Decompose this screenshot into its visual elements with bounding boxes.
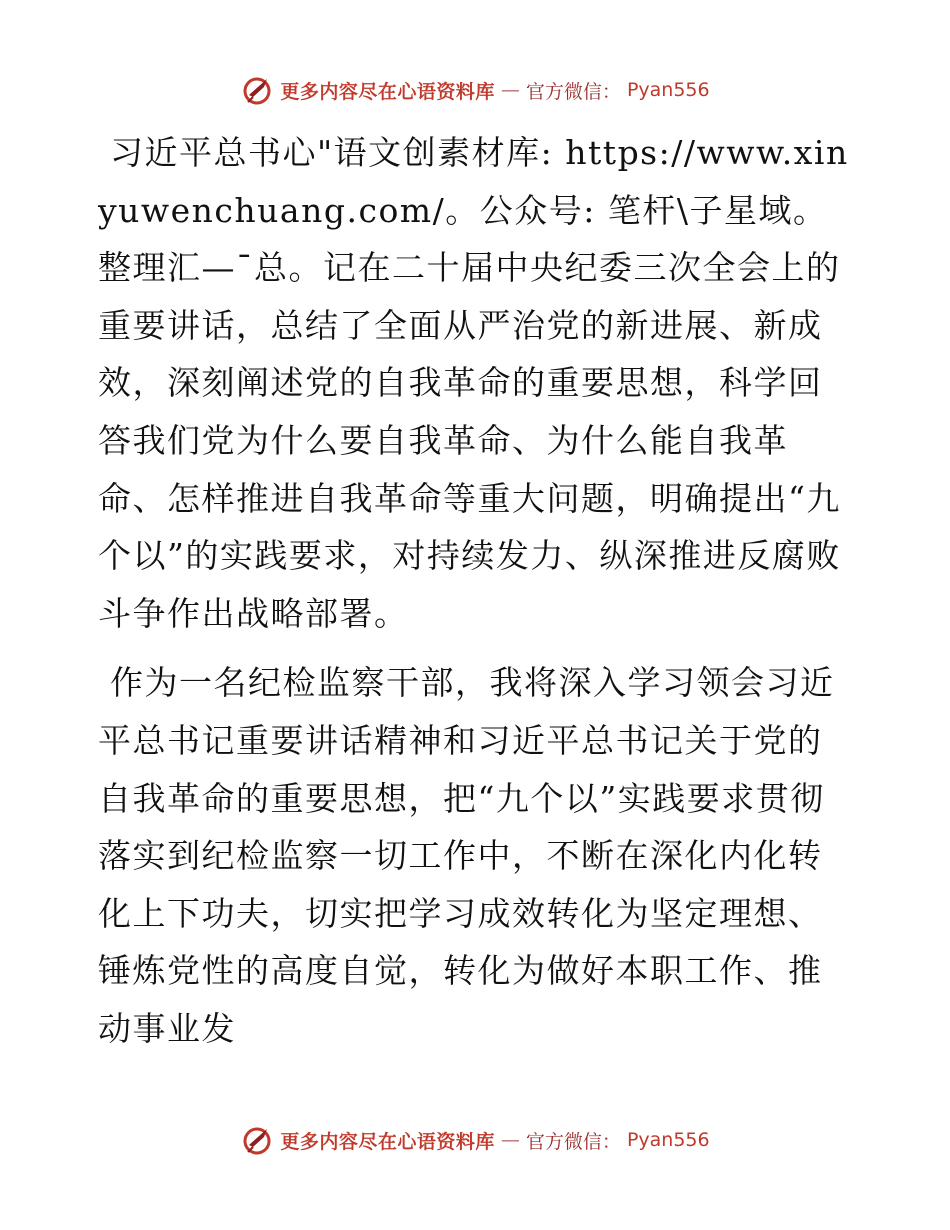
- banner-wechat-id: Pyan556: [626, 1129, 710, 1151]
- header-banner: [0, 70, 950, 110]
- body-paragraph-2: 作为一名纪检监察干部，我将深入学习领会习近平总书记重要讲话精神和习近平总书记关于党的自我革命的重要思想，把“九个以”实践要求贯彻落实到纪检监察一切工作中，不断在深化内化转化上下功夫，切实把学习成效转化为坚定理想、锤炼党性的高度自觉，转化为做好本职工作、推动事业发: [98, 663, 835, 1048]
- banner-main-text: 更多内容尽在心语资料库: [280, 1130, 495, 1153]
- banner-wechat-label: 官方微信：: [525, 80, 621, 103]
- banner-dash: —: [500, 79, 520, 101]
- banner-dash: —: [500, 1129, 520, 1151]
- footer-banner: [0, 1120, 950, 1160]
- red-quill-logo-icon: [240, 73, 274, 107]
- body-paragraph-1: 习近平总书心"语文创素材库: https://www.xinyuwenchuang.com/。公众号: 笔杆\子星域。整理汇—¯总。记在二十届中央纪委三次全会上的重要讲话，总结了全面从严治党的新进展、新成效，深刻阐述党的自我革命的重要思想，科学回答我们党为什么要自我革命、为什么能自我革命、怎样推进自我革命等重大问题，明确提出“九个以”的实践要求，对持续发力、纵深推进反腐败斗争作出战略部署。: [98, 133, 849, 633]
- banner-wechat-label: 官方微信：: [525, 1130, 621, 1153]
- banner-main-text: 更多内容尽在心语资料库: [280, 80, 495, 103]
- banner-wechat-id: Pyan556: [626, 79, 710, 101]
- red-quill-logo-icon: [240, 1123, 274, 1157]
- document-body: [98, 124, 850, 1058]
